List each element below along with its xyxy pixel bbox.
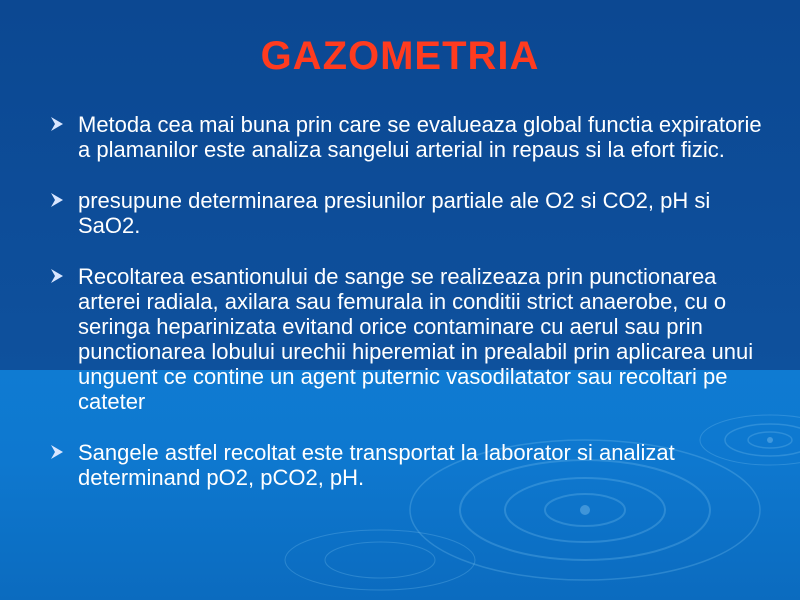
bullet-item: [48, 112, 768, 162]
bullet-item: [48, 440, 768, 490]
arrowhead-bullet-icon: [50, 444, 64, 460]
bullet-text: presupune determinarea presiunilor partiale ale O2 si CO2, pH si SaO2.: [78, 188, 711, 238]
bullet-item: [48, 264, 768, 414]
bullet-text: Sangele astfel recoltat este transportat la laborator si analizat determinand pO2, pCO2, pH.: [78, 440, 675, 490]
bullet-text: Metoda cea mai buna prin care se evalueaza global functia expiratorie a plamanilor este analiza sangelui arterial in repaus si la efort fizic.: [78, 112, 762, 162]
arrowhead-bullet-icon: [50, 116, 64, 132]
bullet-list: [48, 112, 768, 516]
bullet-text: Recoltarea esantionului de sange se realizeaza prin punctionarea arterei radiala, axilara sau femurala in conditii strict anaerobe, cu o seringa heparinizata evitand orice contaminare cu aerul sau prin punctionarea lobului urechii hiperemiat in prealabil prin aplicarea unui unguent ce contine un agent puternic vasodilatator sau recoltari pe cateter: [78, 264, 754, 414]
bullet-item: [48, 188, 768, 238]
arrowhead-bullet-icon: [50, 268, 64, 284]
slide-title: GAZOMETRIA: [260, 34, 540, 78]
arrowhead-bullet-icon: [50, 192, 64, 208]
